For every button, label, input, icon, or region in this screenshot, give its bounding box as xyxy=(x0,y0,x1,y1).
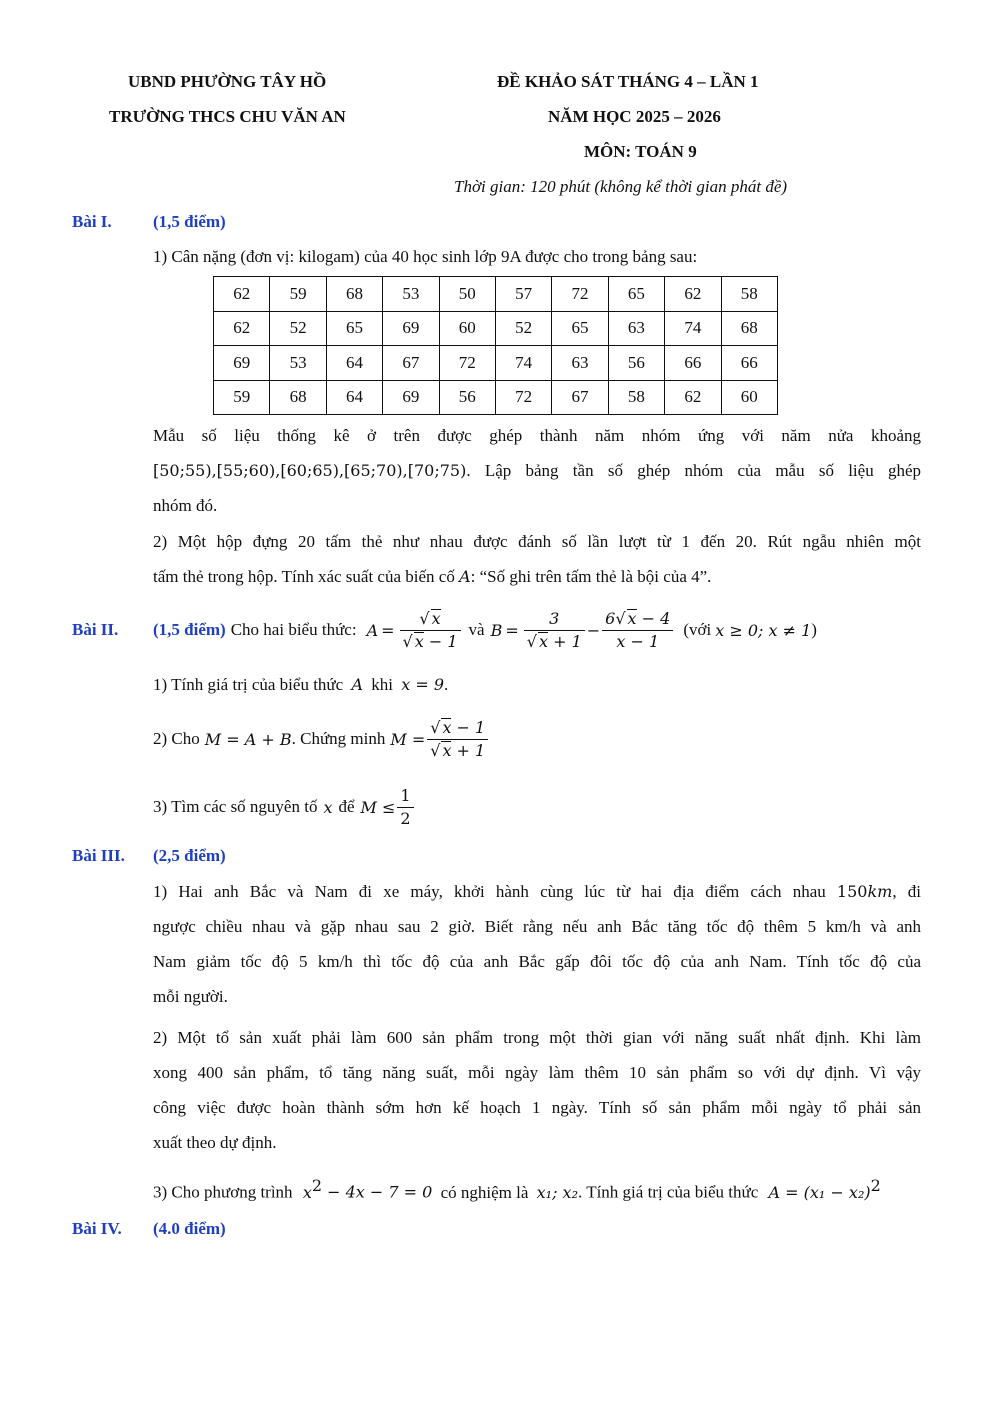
section-2-intro-line xyxy=(153,600,817,660)
section-1-q1-body xyxy=(153,418,921,523)
section-3-q3 xyxy=(153,1176,881,1203)
cond-open: (với xyxy=(683,620,712,639)
event-desc: : “Số ghi trên tấm thẻ là bội của 4”. xyxy=(470,567,712,586)
expr-B2-num-tail: − 4 xyxy=(636,608,671,628)
exam-title: ĐỀ KHẢO SÁT THÁNG 4 – LẦN 1 xyxy=(497,72,759,91)
table-cell: 66 xyxy=(721,346,777,381)
q1-l4: mỗi người. xyxy=(153,987,228,1006)
table-cell: 62 xyxy=(665,277,721,312)
table-cell: 65 xyxy=(552,311,608,346)
q3-expr: A = (x₁ − x₂) xyxy=(768,1182,871,1202)
table-row xyxy=(214,277,778,312)
table-cell: 59 xyxy=(270,277,326,312)
section-4-label: Bài IV. xyxy=(72,1219,122,1238)
table-cell: 68 xyxy=(326,277,382,312)
grouping-task: . Lập bảng tần số ghép nhóm của mẫu số liệu ghép xyxy=(466,461,921,480)
section-1-label: Bài I. xyxy=(72,212,112,231)
q3-roots: x₁; x₂ xyxy=(536,1182,578,1202)
section-3-points: (2,5 điểm) xyxy=(153,846,226,865)
section-4-points: (4.0 điểm) xyxy=(153,1219,226,1238)
table-cell: 63 xyxy=(552,346,608,381)
M-fraction: $\frac{√ x - 1}{√ x + 1}$ xyxy=(427,717,488,762)
expr-B1-den-rad: x xyxy=(538,631,548,651)
q3-text-b: để xyxy=(338,797,355,816)
half-den: 2 xyxy=(400,808,411,828)
M-num-tail: − 1 xyxy=(451,717,486,737)
q2-l1: 2) Một tổ sản xuất phải làm 600 sản phẩm trong một thời gian với năng suất nhất định. Khi làm xyxy=(153,1028,921,1047)
q1-l3: Nam giảm tốc độ 5 km/h thì tốc độ của anh Bắc gấp đôi tốc độ của anh Nam. Tính tốc độ của xyxy=(153,952,921,971)
table-cell: 62 xyxy=(214,277,270,312)
q3-eq-pow: 2 xyxy=(311,1176,323,1195)
q1-end: . xyxy=(444,675,449,694)
q1-l1-b: , đi xyxy=(892,882,921,901)
table-cell: 50 xyxy=(439,277,495,312)
q3-expr-pow: 2 xyxy=(870,1176,881,1195)
table-cell: 60 xyxy=(439,311,495,346)
grouping-task-end: nhóm đó. xyxy=(153,496,218,515)
table-cell: 52 xyxy=(270,311,326,346)
q3-b: có nghiệm là xyxy=(440,1182,529,1202)
q2-l2: xong 400 sản phẩm, tổ tăng năng suất, mỗi ngày làm thêm 10 sản phẩm so với dự định. Vì vậy xyxy=(153,1063,921,1082)
table-row xyxy=(214,311,778,346)
table-cell: 60 xyxy=(721,380,777,415)
section-3-q1-body xyxy=(153,874,921,1014)
table-cell: 53 xyxy=(270,346,326,381)
table-row xyxy=(214,380,778,415)
q3-eq-head: x xyxy=(302,1182,312,1202)
q3-text-a: 3) Tìm các số nguyên tố xyxy=(153,797,318,816)
section-1-q1-intro: 1) Cân nặng (đơn vị: kilogam) của 40 học sinh lớp 9A được cho trong bảng sau: xyxy=(153,247,698,266)
expr-B-fraction-1: $\frac{3}{√ x + 1}$ xyxy=(524,608,585,653)
expr-A-var: A xyxy=(366,620,379,640)
q2-M: M = xyxy=(390,729,426,749)
intervals-math: [50;55),[55;60),[60;65),[65;70),[70;75) xyxy=(153,461,467,480)
section-2-points: (1,5 điểm) xyxy=(153,620,226,639)
expr-A-den-tail: − 1 xyxy=(423,631,458,651)
expr-B-eq: = xyxy=(505,620,519,640)
table-cell: 57 xyxy=(495,277,551,312)
q1-var: A xyxy=(351,675,363,694)
table-cell: 69 xyxy=(383,311,439,346)
expr-B-fraction-2: $\frac{6√ x - 4}{x - 1}$ xyxy=(602,608,673,653)
section-2-q1 xyxy=(153,675,448,695)
table-cell: 67 xyxy=(552,380,608,415)
expr-A-fraction: $\frac{√ x}{√ x - 1}$ xyxy=(400,608,461,653)
table-cell: 53 xyxy=(383,277,439,312)
table-cell: 69 xyxy=(214,346,270,381)
table-cell: 68 xyxy=(721,311,777,346)
card-box-text: 2) Một hộp đựng 20 tấm thẻ như nhau được đánh số lần lượt từ 1 đến 20. Rút ngẫu nhiên một xyxy=(153,532,921,551)
weight-table xyxy=(213,276,778,415)
q1-l1-a: 1) Hai anh Bắc và Nam đi xe máy, khởi hành cùng lúc từ hai địa điểm cách nhau xyxy=(153,882,826,901)
table-cell: 64 xyxy=(326,346,382,381)
M-den-tail: + 1 xyxy=(451,740,486,760)
section-2-label: Bài II. xyxy=(72,620,119,639)
q3-c: . Tính giá trị của biểu thức xyxy=(578,1182,759,1202)
event-var: A xyxy=(459,567,471,586)
q2-l3: công việc được hoàn thành sớm hơn kế hoạch 1 ngày. Tính số sản phẩm mỗi ngày tổ phải sản xyxy=(153,1098,921,1117)
subject: MÔN: TOÁN 9 xyxy=(584,142,697,161)
expr-B2-den: x − 1 xyxy=(616,631,660,651)
M-den-rad: x xyxy=(442,740,452,760)
table-cell: 65 xyxy=(608,277,664,312)
expr-A-num: x xyxy=(431,608,441,628)
expr-B-var: B xyxy=(490,620,503,640)
section-2-q3 xyxy=(153,780,416,834)
q1-when: khi xyxy=(371,675,393,694)
section-3-q2-body xyxy=(153,1020,921,1160)
table-cell: 65 xyxy=(326,311,382,346)
table-cell: 62 xyxy=(665,380,721,415)
school-name: TRƯỜNG THCS CHU VĂN AN xyxy=(109,107,346,126)
M-num-rad: x xyxy=(442,717,452,737)
grouping-text: Mẫu số liệu thống kê ở trên được ghép thành năm nhóm ứng với năm nửa khoảng xyxy=(153,426,921,445)
table-cell: 66 xyxy=(665,346,721,381)
cond-close: ) xyxy=(811,620,817,639)
table-cell: 68 xyxy=(270,380,326,415)
table-cell: 69 xyxy=(383,380,439,415)
table-cell: 58 xyxy=(721,277,777,312)
q3-a: 3) Cho phương trình xyxy=(153,1182,293,1202)
table-cell: 63 xyxy=(608,311,664,346)
q1-distance: 150 xyxy=(836,882,868,901)
table-cell: 72 xyxy=(439,346,495,381)
q1-l2: ngược chiều nhau và gặp nhau sau 2 giờ. Biết rằng nếu anh Bắc tăng tốc độ thêm 5 km/h và anh xyxy=(153,917,921,936)
section-1-points: (1,5 điểm) xyxy=(153,212,226,231)
and-word: và xyxy=(468,620,485,639)
q1-cond: x = 9 xyxy=(401,675,445,694)
table-cell: 58 xyxy=(608,380,664,415)
q3-eq-tail: − 4x − 7 = 0 xyxy=(322,1182,433,1202)
q2-def: M = A + B xyxy=(204,729,292,749)
school-district: UBND PHƯỜNG TÂY HỒ xyxy=(128,72,327,91)
table-cell: 52 xyxy=(495,311,551,346)
expr-B1-den-tail: + 1 xyxy=(547,631,582,651)
q3-ineq: M ≤ xyxy=(360,797,396,817)
table-cell: 74 xyxy=(665,311,721,346)
table-cell: 74 xyxy=(495,346,551,381)
q2-l4: xuất theo dự định. xyxy=(153,1133,277,1152)
table-cell: 56 xyxy=(439,380,495,415)
section-2-intro: Cho hai biểu thức: xyxy=(230,620,357,639)
q3-var: x xyxy=(323,797,333,817)
q1-unit: km xyxy=(867,882,893,901)
section-2-q2 xyxy=(153,712,490,766)
table-cell: 67 xyxy=(383,346,439,381)
expr-B-minus: − xyxy=(586,620,601,640)
section-3-label: Bài III. xyxy=(72,846,125,865)
q2-text-a: 2) Cho xyxy=(153,729,200,748)
expr-B2-num-rad: x xyxy=(627,608,637,628)
expr-B1-num: 3 xyxy=(524,608,585,631)
table-cell: 62 xyxy=(214,311,270,346)
expr-A-den-rad: x xyxy=(414,631,424,651)
table-row xyxy=(214,346,778,381)
table-cell: 59 xyxy=(214,380,270,415)
event-text: tấm thẻ trong hộp. Tính xác suất của biến cố xyxy=(153,567,455,586)
table-cell: 72 xyxy=(495,380,551,415)
table-cell: 56 xyxy=(608,346,664,381)
q2-text-b: . Chứng minh xyxy=(291,729,386,748)
table-cell: 72 xyxy=(552,277,608,312)
half-num: 1 xyxy=(397,785,413,808)
expr-A-eq: = xyxy=(381,620,395,640)
table-cell: 64 xyxy=(326,380,382,415)
expr-B2-num-head: 6 xyxy=(605,608,616,628)
q1-text: 1) Tính giá trị của biểu thức xyxy=(153,675,344,694)
cond-math: x ≥ 0; x ≠ 1 xyxy=(715,620,812,640)
section-1-q2-body xyxy=(153,524,921,594)
school-year: NĂM HỌC 2025 – 2026 xyxy=(548,107,721,126)
time-note: Thời gian: 120 phút (không kể thời gian phát đề) xyxy=(454,177,788,196)
half-fraction xyxy=(397,785,413,830)
